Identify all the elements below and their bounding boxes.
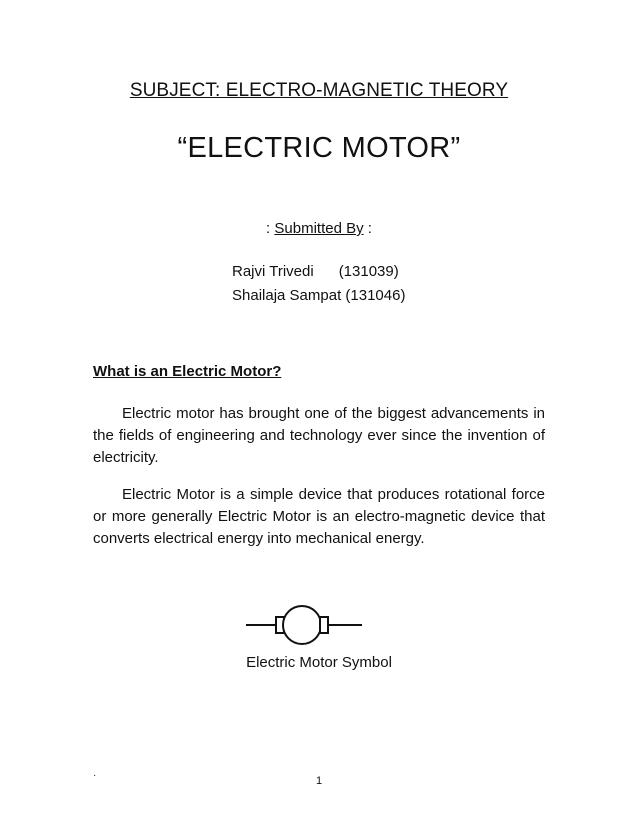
footer-mark: · <box>93 770 97 781</box>
figure-caption: Electric Motor Symbol <box>246 654 392 671</box>
page-number: 1 <box>315 775 323 787</box>
submitted-by-line <box>0 220 638 237</box>
submitted-suffix: : <box>363 220 372 237</box>
electric-motor-symbol-icon <box>244 600 364 650</box>
author-row: Shailaja Sampat (131046) <box>232 287 406 304</box>
submitted-by-label: Submitted By <box>274 220 364 237</box>
submitted-prefix: : <box>266 220 275 237</box>
author-row: Rajvi Trivedi (131039) <box>232 263 399 280</box>
section-heading: What is an Electric Motor? <box>93 363 282 380</box>
paragraph: Electric Motor is a simple device that produces rotational force or more generally Electric Motor is an electro-magnetic device that converts electrical energy into mechanical energy. <box>93 486 545 547</box>
subject-line: SUBJECT: ELECTRO-MAGNETIC THEORY <box>129 80 509 101</box>
author-list <box>232 260 405 308</box>
document-title: “ELECTRIC MOTOR” <box>177 132 461 164</box>
paragraph: Electric motor has brought one of the biggest advancements in the fields of engineering and technology ever since the invention of electricity. <box>93 405 545 466</box>
